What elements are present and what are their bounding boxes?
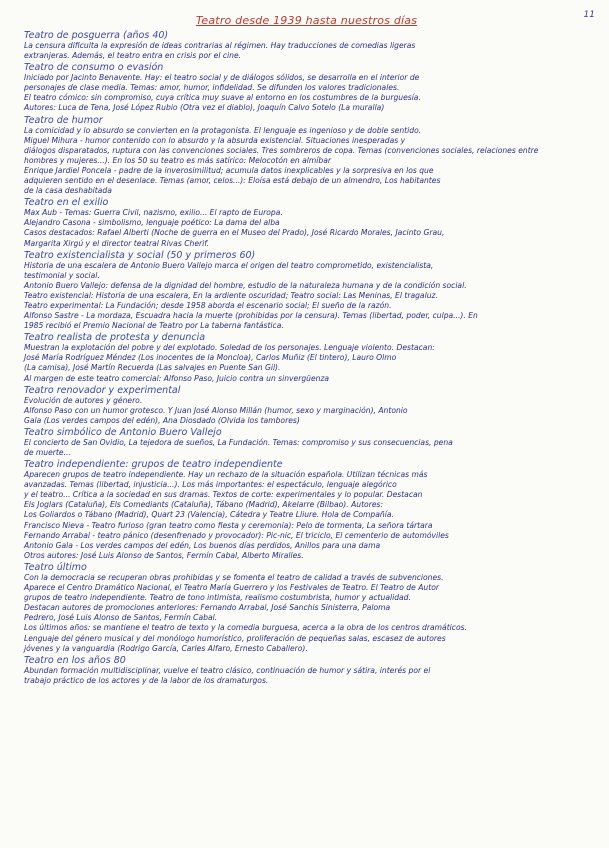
note-line: Abundan formación multidisciplinar, vuelve el teatro clásico, continuación de humor y sátira, interés por el <box>24 665 431 675</box>
note-line: Enrique Jardiel Poncela - padre de la inverosimilitud; acumula datos inexplicables y la sorpresiva en los que <box>24 165 434 175</box>
note-line: Autores: Luca de Tena, José López Rubio (Otra vez el diablo), Joaquín Calvo Sotelo (La muralla) <box>24 103 385 113</box>
note-line: Destacan autores de promociones anteriores: Fernando Arrabal, José Sanchis Sinisterra, Paloma <box>24 603 391 613</box>
section-heading: Teatro realista de protesta y denuncia <box>24 332 206 344</box>
section <box>24 332 589 383</box>
section-heading: Teatro en el exilio <box>24 197 109 209</box>
note-line: Francisco Nieva - Teatro furioso (gran teatro como fiesta y ceremonia): Pelo de tormenta, La señora tártara <box>24 520 433 530</box>
note-line: Antonio Buero Vallejo: defensa de la dignidad del hombre, estudio de la naturaleza humana y de la condición social. <box>24 280 467 290</box>
note-line: Lenguaje del género musical y del monólogo humorístico, proliferación de pequeñas salas, escasez de autores <box>24 633 446 643</box>
note-line: Max Aub - Temas: Guerra Civil, nazismo, exilio... El rapto de Europa. <box>24 208 283 218</box>
note-line: Otros autores: José Luis Alonso de Santos, Fermín Cabal, Alberto Miralles. <box>24 550 304 560</box>
note-line: hombres y mujeres...). En los 50 su teatro es más satírico: Melocotón en almíbar <box>24 155 331 165</box>
note-line: Aparece el Centro Dramático Nacional, el Teatro María Guerrero y los Festivales de Teatro. El Teatro de Autor <box>24 583 439 593</box>
note-line: Alfonso Paso con un humor grotesco. Y Juan José Alonso Millán (humor, sexo y marginación), Antonio <box>24 405 408 415</box>
section-heading: Teatro último <box>24 561 87 573</box>
note-line: grupos de teatro independiente. Teatro de tono intimista, realismo costumbrista, humor y actualidad. <box>24 593 411 603</box>
note-line: Los últimos años: se mantiene el teatro de texto y la comedia burguesa, acerca a la obra de los centros dramáticos. <box>24 623 467 633</box>
note-line: Teatro experimental: La Fundación; desde 1958 aborda el escenario social; El sueño de la razón. <box>24 300 392 310</box>
note-line: extranjeras. Además, el teatro entra en crisis por el cine. <box>24 51 242 61</box>
section-heading: Teatro existencialista y social (50 y primeros 60) <box>24 249 256 261</box>
section-heading: Teatro de consumo o evasión <box>24 62 164 74</box>
note-line: Miguel Mihura - humor contenido con lo absurdo y la absurda existencial. Situaciones inesperadas y <box>24 135 406 145</box>
note-line: Los Goliardos o Tábano (Madrid), Quart 23 (Valencia), Cátedra y Teatre Lliure. Hola de Compañía. <box>24 510 394 520</box>
section-heading: Teatro de posguerra (años 40) <box>24 30 169 41</box>
section <box>24 521 589 561</box>
note-line: testimonial y social. <box>24 270 100 280</box>
section <box>24 197 589 248</box>
note-line: Margarita Xirgú y el director teatral Rivas Cherif. <box>24 238 210 248</box>
note-line: Historia de una escalera de Antonio Buero Vallejo marca el origen del teatro comprometido, existencialista, <box>24 260 434 270</box>
note-line: de la casa deshabitada <box>24 186 112 196</box>
section-heading: Teatro de humor <box>24 114 103 126</box>
note-line: Casos destacados: Rafael Alberti (Noche de guerra en el Museo del Prado), José Ricardo Morales, Jacinto Grau, <box>24 228 445 238</box>
sections-container <box>24 30 589 686</box>
note-line: jóvenes y la vanguardia (Rodrigo García, Carles Alfaro, Ernesto Caballero). <box>24 643 308 653</box>
note-line: y el teatro... Crítica a la sociedad en sus dramas. Textos de corte: experimentales y lo popular. Destacan <box>24 490 423 500</box>
note-line: Iniciado por Jacinto Benavente. Hay: el teatro social y de diálogos sólidos, se desarrolla en el interior de <box>24 73 420 83</box>
section <box>24 459 589 520</box>
note-line: Evolución de autores y género. <box>24 395 143 405</box>
note-line: Els Joglars (Cataluña), Els Comediants (Cataluña), Tábano (Madrid), Akelarre (Bilbao). Autores: <box>24 500 384 510</box>
note-line: José María Rodríguez Méndez (Los inocentes de la Moncloa), Carlos Muñiz (El tintero), Lauro Olmo <box>24 353 397 363</box>
section <box>24 250 589 332</box>
note-line: personajes de clase media. Temas: amor, humor, infidelidad. Se difunden los valores tradicionales. <box>24 83 400 93</box>
note-line: Teatro existencial: Historia de una escalera, En la ardiente oscuridad; Teatro social: Las Meninas, El tragaluz. <box>24 290 438 300</box>
note-line: Alfonso Sastre - La mordaza, Escuadra hacia la muerte (prohibidas por la censura). Temas (libertad, poder, culpa...). En <box>24 311 478 321</box>
section <box>24 427 589 458</box>
note-line: Muestran la explotación del pobre y del explotado. Soledad de los personajes. Lenguaje violento. Destacan: <box>24 343 435 353</box>
note-line: Al margen de este teatro comercial: Alfonso Paso, Juicio contra un sinvergüenza <box>24 373 330 383</box>
section <box>24 385 589 426</box>
page-number: 11 <box>583 10 595 20</box>
note-line: Aparecen grupos de teatro independiente. Hay un rechazo de la situación española. Utilizan técnicas más <box>24 470 428 480</box>
section <box>24 115 589 197</box>
note-line: Con la democracia se recuperan obras prohibidas y se fomenta el teatro de calidad a través de subvenciones. <box>24 572 444 582</box>
note-line: de muerte... <box>24 448 71 457</box>
note-line: El concierto de San Ovidio, La tejedora de sueños, La Fundación. Temas: compromiso y sus consecuencias, pena <box>24 437 453 447</box>
note-line: Pedrero, José Luis Alonso de Santos, Fermín Cabal. <box>24 613 218 623</box>
note-line: Fernando Arrabal - teatro pánico (desenfrenado y provocador): Pic-nic, El triciclo, El cementerio de automóviles <box>24 530 449 540</box>
note-line: trabajo práctico de los actores y de la labor de los dramaturgos. <box>24 675 269 685</box>
section <box>24 62 589 113</box>
note-line: avanzadas. Temas (libertad, injusticia...). Los más importantes: el espectáculo, lenguaje alegórico <box>24 480 397 490</box>
note-line: (La camisa), José Martín Recuerda (Las salvajes en Puente San Gil). <box>24 363 281 373</box>
section-heading: Teatro simbólico de Antonio Buero Vallejo <box>24 426 222 438</box>
section <box>24 30 589 61</box>
note-line: La comicidad y lo absurdo se convierten en la protagonista. El lenguaje es ingenioso y de doble sentido. <box>24 125 422 135</box>
note-line: Alejandro Casona - simbolismo, lenguaje poético: La dama del alba <box>24 218 280 228</box>
section <box>24 562 589 654</box>
section-heading: Teatro independiente: grupos de teatro independiente <box>24 459 283 471</box>
note-line: Gala (Los verdes campos del edén), Ana Diosdado (Olvida los tambores) <box>24 415 300 425</box>
note-line: Antonio Gala - Los verdes campos del edén, Los buenos días perdidos, Anillos para una dama <box>24 540 381 550</box>
note-line: El teatro cómico: sin compromiso, cuya crítica muy suave al entorno en los costumbres de la burguesía. <box>24 93 421 103</box>
note-line: La censura dificulta la expresión de ideas contrarias al régimen. Hay traducciones de comedias ligeras <box>24 41 416 50</box>
section-heading: Teatro renovador y experimental <box>24 384 181 396</box>
section <box>24 655 589 686</box>
note-line: adquieren sentido en el desenlace. Temas (amor, celos...): Eloísa está debajo de un almendro, Los habitantes <box>24 176 441 186</box>
note-line: diálogos disparatados, ruptura con las convenciones sociales. Tres sombreros de copa. Temas (convenciones sociales, relaciones entre <box>24 145 539 155</box>
note-line: 1985 recibió el Premio Nacional de Teatro por La taberna fantástica. <box>24 321 284 331</box>
page-title: Teatro desde 1939 hasta nuestros días <box>195 14 418 27</box>
section-heading: Teatro en los años 80 <box>24 654 126 666</box>
